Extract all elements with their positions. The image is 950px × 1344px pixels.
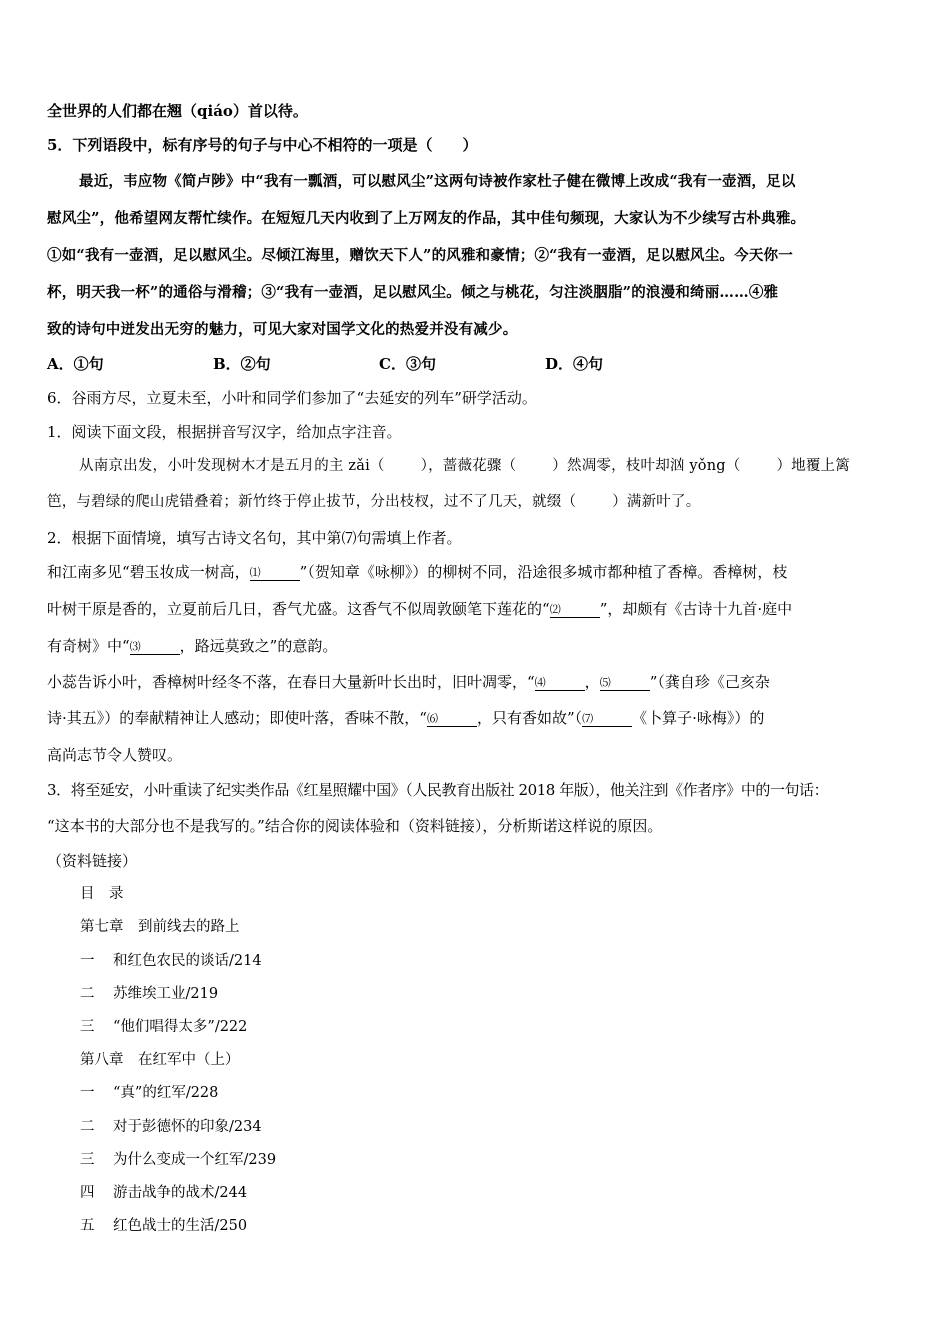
text-segment: ）地覆上篱 — [776, 458, 850, 474]
subquestion-2-passage — [47, 562, 907, 582]
text-segment: 从南京出发，小叶发现树木才是五月的主 zǎi（ — [79, 458, 385, 474]
fill-blank-2[interactable]: ⑵ — [550, 603, 600, 618]
toc-entry-number: 三 — [80, 1152, 95, 1168]
text-segment: ）满新叶了。 — [612, 494, 701, 510]
question-5-stem: 5．下列语段中，标有序号的句子与中心不相符的一项是（ ） — [47, 136, 478, 154]
subquestion-2-passage — [47, 708, 907, 728]
fill-blank-4[interactable]: ⑷ — [535, 676, 585, 691]
subquestion-1-passage — [47, 492, 907, 512]
text-segment: ），蔷薇花骤（ — [420, 458, 517, 474]
text-segment: ”（龚自珍《己亥杂 — [649, 673, 770, 691]
text-segment: ，路远莫致之”的意韵。 — [179, 637, 338, 655]
text-segment: ”，却颇有《古诗十九首·庭中 — [599, 600, 793, 618]
text-segment: ）然凋零，枝叶却汹 yǒng（ — [552, 458, 741, 474]
text-segment: ，只有香如故”（ — [476, 709, 583, 727]
fill-blank-1[interactable]: ⑴ — [250, 566, 300, 581]
toc-entry-text: 红色战士的生活/250 — [113, 1218, 248, 1234]
text-segment: 和江南多见“碧玉妆成一树高， — [47, 563, 250, 581]
toc-entry — [80, 1017, 247, 1037]
toc-entry — [80, 1117, 262, 1137]
toc-entry-text: “真”的红军/228 — [113, 1085, 219, 1101]
subquestion-1-passage — [79, 456, 939, 476]
toc-entry-text: 对于彭德怀的印象/234 — [113, 1119, 262, 1135]
subquestion-2-passage — [47, 636, 907, 656]
text-segment: 笆，与碧绿的爬山虎错叠着；新竹终于停止拔节，分出枝杈，过不了几天，就缀（ — [47, 494, 577, 510]
toc-entry — [80, 1083, 218, 1103]
text-segment: ， — [584, 673, 600, 691]
fill-blank-7[interactable]: ⑺ — [582, 712, 632, 727]
fill-blank-6[interactable]: ⑹ — [427, 712, 477, 727]
toc-title-text: 目 录 — [80, 886, 124, 902]
option-b: B．②句 — [213, 355, 271, 373]
passage-line: ①如“我有一壶酒，足以慰风尘。尽倾江海里，赠饮天下人”的风雅和豪情；②“我有一壶酒，足以慰风尘。今天你一 — [47, 247, 793, 264]
question-6-stem: 6．谷雨方尽，立夏未至，小叶和同学们参加了“去延安的列车”研学活动。 — [47, 389, 537, 407]
toc-entry-text: 苏维埃工业/219 — [113, 986, 219, 1002]
fill-blank-3[interactable]: ⑶ — [130, 640, 180, 655]
resource-link-heading: （资料链接） — [47, 852, 138, 870]
text-segment: 《卜算子·咏梅》）的 — [632, 709, 765, 727]
toc-entry-text: “他们唱得太多”/222 — [113, 1019, 248, 1035]
subquestion-2-passage: 高尚志节令人赞叹。 — [47, 746, 183, 764]
option-c: C．③句 — [379, 355, 436, 373]
text-segment: 诗·其五》）的奉献精神让人感动；即使叶落，香味不散，“ — [47, 709, 427, 727]
toc-entry-text: 和红色农民的谈话/214 — [113, 953, 262, 969]
toc-entry — [80, 984, 218, 1004]
toc-title — [80, 884, 124, 904]
subquestion-1-stem: 1．阅读下面文段，根据拼音写汉字，给加点字注音。 — [47, 423, 402, 441]
text-line: 全世界的人们都在翘（qiáo）首以待。 — [47, 102, 308, 120]
toc-entry-number: 二 — [80, 1119, 95, 1135]
toc-chapter-8: 第八章 在红军中（上） — [80, 1052, 240, 1068]
subquestion-2-passage — [47, 672, 907, 692]
toc-entry-number: 一 — [80, 1085, 95, 1101]
toc-entry-number: 三 — [80, 1019, 95, 1035]
text-segment: 有奇树》中“ — [47, 637, 130, 655]
toc-entry-number: 二 — [80, 986, 95, 1002]
question-5-options — [47, 354, 907, 374]
toc-entry — [80, 1216, 247, 1236]
passage-line: 致的诗句中迸发出无穷的魅力，可见大家对国学文化的热爱并没有减少。 — [47, 321, 518, 338]
toc-entry — [80, 951, 262, 971]
passage-line: 杯，明天我一杯”的通俗与滑稽；③“我有一壶酒，足以慰风尘。倾之与桃花，匀注淡胭脂”的浪漫和绮丽……④雅 — [47, 284, 779, 301]
subquestion-3-stem: “这本书的大部分也不是我写的。”结合你的阅读体验和（资料链接），分析斯诺这样说的原因。 — [47, 817, 663, 835]
option-a: A．①句 — [47, 355, 104, 373]
toc-entry-number: 四 — [80, 1185, 95, 1201]
toc-chapter-7: 第七章 到前线去的路上 — [80, 919, 240, 935]
subquestion-2-stem: 2．根据下面情境，填写古诗文名句，其中第⑺句需填上作者。 — [47, 529, 462, 547]
option-d: D．④句 — [545, 355, 604, 373]
text-segment: 小蕊告诉小叶，香樟树叶经冬不落，在春日大量新叶长出时，旧叶凋零，“ — [47, 673, 535, 691]
text-segment: 叶树干原是香的，立夏前后几日，香气尤盛。这香气不似周敦颐笔下莲花的“ — [47, 600, 550, 618]
toc-entry — [80, 1183, 247, 1203]
text-segment: ”（贺知章《咏柳》）的柳树不同，沿途很多城市都种植了香樟。香樟树，枝 — [299, 563, 788, 581]
toc-entry-text: 游击战争的战术/244 — [113, 1185, 248, 1201]
passage-line: 最近，韦应物《简卢陟》中“我有一瓢酒，可以慰风尘”这两句诗被作家杜子健在微博上改成“我有一壶酒，足以 — [79, 173, 796, 190]
fill-blank-5[interactable]: ⑸ — [600, 676, 650, 691]
passage-line: 慰风尘”，他希望网友帮忙续作。在短短几天内收到了上万网友的作品，其中佳句频现，大家认为不少续写古朴典雅。 — [47, 210, 806, 227]
toc-entry-number: 五 — [80, 1218, 95, 1234]
toc-entry-number: 一 — [80, 953, 95, 969]
toc-entry-text: 为什么变成一个红军/239 — [113, 1152, 277, 1168]
subquestion-2-passage — [47, 599, 907, 619]
toc-entry — [80, 1150, 276, 1170]
subquestion-3-stem: 3．将至延安，小叶重读了纪实类作品《红星照耀中国》（人民教育出版社 2018 年版），他关注到《作者序》中的一句话： — [47, 781, 829, 799]
